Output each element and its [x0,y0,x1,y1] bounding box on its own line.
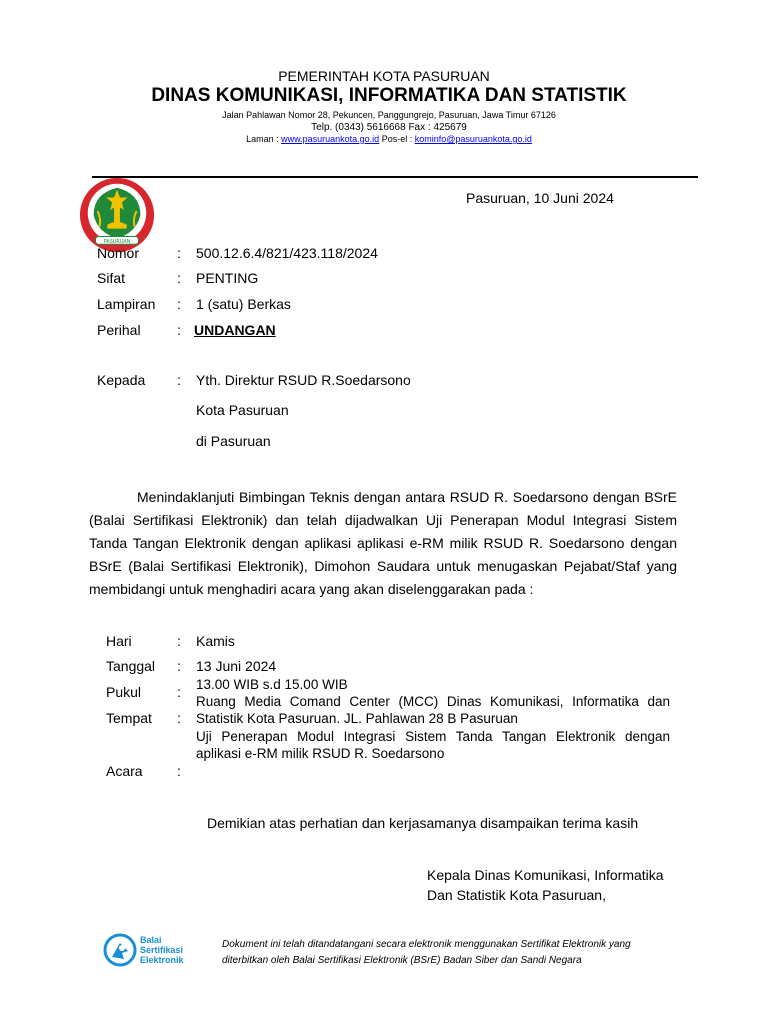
email-link[interactable]: kominfo@pasuruankota.go.id [414,134,532,144]
field-value-perihal: UNDANGAN [194,322,276,338]
esign-notice-line1: Dokument ini telah ditandatangani secara elektronik menggunakan Sertifikat Elektronik yang [222,939,631,950]
field-label-nomor: Nomor [97,245,140,261]
recipient-city: Kota Pasuruan [196,402,289,418]
emblem-motto: PASURUAN [103,238,131,245]
recipient-location: di Pasuruan [196,433,271,449]
bsre-logo-icon [102,933,214,967]
recipient-name: Yth. Direktur RSUD R.Soedarsono [196,372,411,388]
letter-date: Pasuruan, 10 Juni 2024 [466,190,614,206]
esign-notice-line2: diterbitkan oleh Balai Sertifikasi Elektronik (BSrE) Badan Siber dan Sandi Negara [222,955,582,966]
signatory-title-line1: Kepala Dinas Komunikasi, Informatika [427,867,664,883]
bsre-logo-line2: Sertifikasi [140,945,184,955]
body-paragraph [89,486,677,601]
agency-address: Jalan Pahlawan Nomor 28, Pekuncen, Panggungrejo, Pasuruan, Jawa Timur 67126 [222,110,556,120]
signature-block [427,865,664,905]
field-value-nomor: 500.12.6.4/821/423.118/2024 [196,245,378,261]
field-label-lampiran: Lampiran [97,296,156,312]
field-colon: : [177,658,181,674]
event-value-hari: Kamis [196,633,235,649]
event-value-pukul: 13.00 WIB s.d 15.00 WIB [196,677,348,692]
field-colon: : [177,763,181,779]
event-label-acara: Acara [106,763,143,779]
field-colon: : [177,372,181,388]
signatory-title-line2: Dan Statistik Kota Pasuruan, [427,887,606,903]
event-label-pukul: Pukul [106,684,142,700]
closing-sentence: Demikian atas perhatian dan kerjasamanya disampaikan terima kasih [207,815,639,831]
field-colon: : [177,633,181,649]
bsre-logo-line3: Elektronik [140,955,184,965]
field-colon: : [177,684,181,700]
field-label-perihal: Perihal [97,322,141,338]
website-link[interactable]: www.pasuruankota.go.id [281,134,380,144]
event-value-acara: Uji Penerapan Modul Integrasi Sistem Tanda Tangan Elektronik dengan aplikasi e-RM milik RSUD R. Soedarsono [196,729,670,761]
bsre-logo-line1: Balai [140,935,162,945]
agency-contacts [5,134,768,144]
field-colon: : [177,245,181,261]
agency-phone: Telp. (0343) 5616668 Fax : 425679 [311,122,467,133]
field-value-sifat: PENTING [196,270,259,286]
body-text: Menindaklanjuti Bimbingan Teknis dengan antara RSUD R. Soedarsono dengan BSrE (Balai Sertifikasi Elektronik) dan telah dijadwalkan Uji Penerapan Modul Integrasi Sistem Tanda Tangan Elektronik dengan aplikasi aplikasi e-RM milik RSUD R. Soedarsono dengan BSrE (Balai Sertifikasi Elektronik), Dimohon Saudara untuk menugaskan Pejabat/Staf yang membidangi untuk menghadiri acara yang akan diselenggarakan pada : [89,489,677,597]
field-label-sifat: Sifat [97,270,126,286]
agency-name: DINAS KOMUNIKASI, INFORMATIKA DAN STATISTIK [151,85,627,106]
event-value-tanggal: 13 Juni 2024 [196,658,277,674]
letterhead-divider [92,176,698,178]
email-label: Pos-el : [381,134,413,144]
event-label-tempat: Tempat [106,710,152,726]
field-colon: : [177,322,181,338]
esign-notice [222,937,631,969]
event-label-hari: Hari [106,633,132,649]
government-name: PEMERINTAH KOTA PASURUAN [278,68,490,84]
recipient-label: Kepada [97,372,146,388]
website-label: Laman : [246,134,279,144]
field-colon: : [177,270,181,286]
city-emblem-icon [78,176,156,254]
field-colon: : [177,710,181,726]
field-colon: : [177,296,181,312]
event-value-tempat: Ruang Media Comand Center (MCC) Dinas Komunikasi, Informatika dan Statistik Kota Pasuruan. JL. Pahlawan 28 B Pasuruan [196,694,670,726]
event-label-tanggal: Tanggal [106,658,156,674]
field-value-lampiran: 1 (satu) Berkas [196,296,291,312]
